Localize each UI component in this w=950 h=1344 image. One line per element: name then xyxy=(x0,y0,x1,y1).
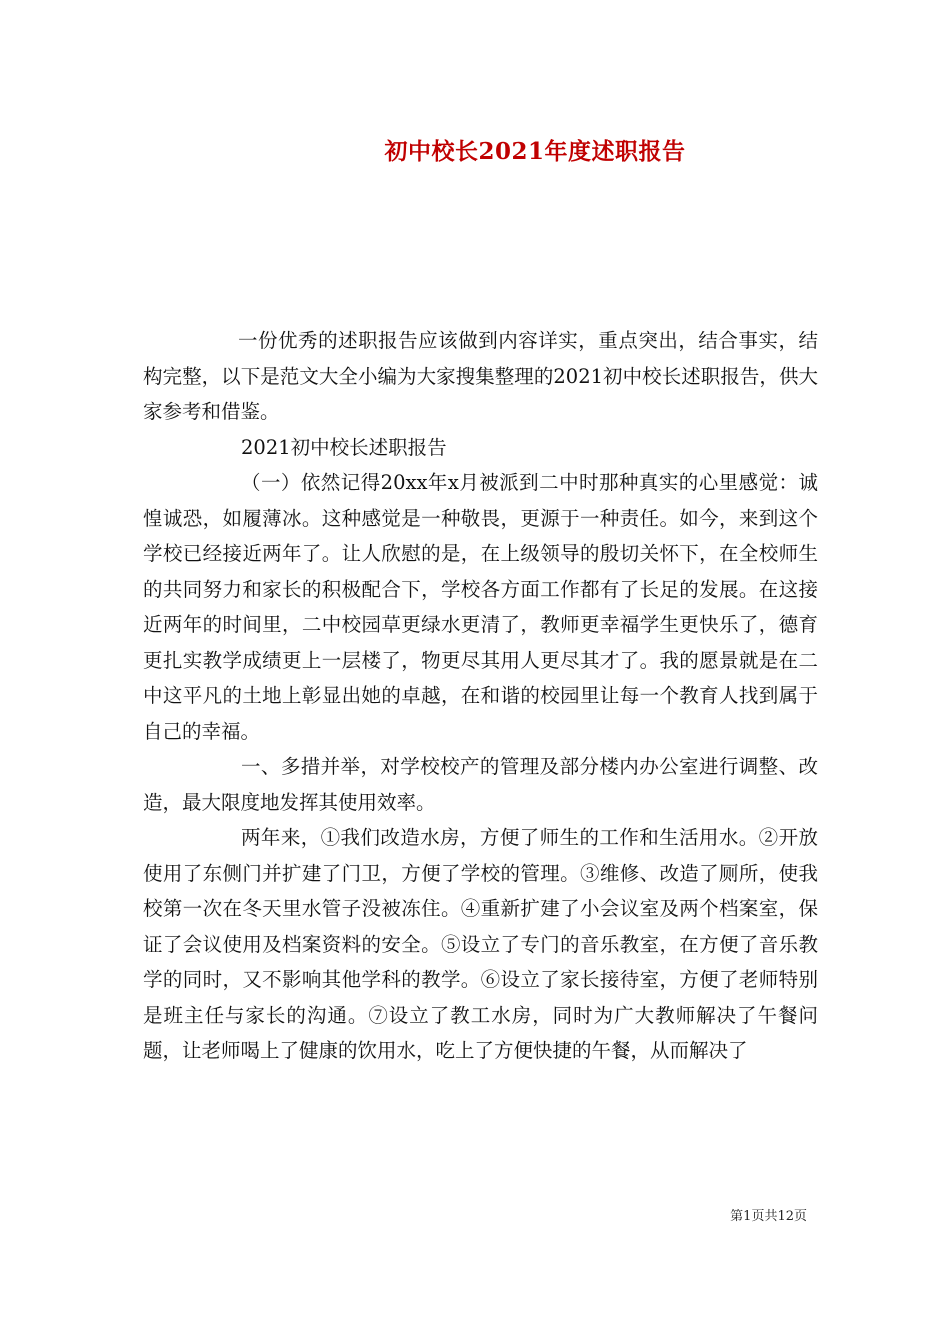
page-number-footer: 第1页共12页 xyxy=(730,1209,807,1224)
document-body xyxy=(143,323,818,1069)
paragraph-section-one: 一、多措并举，对学校校产的管理及部分楼内办公室进行调整、改造，最大限度地发挥其使用效率。 xyxy=(143,755,818,814)
paragraph-one: （一）依然记得20xx年x月被派到二中时那种真实的心里感觉：诚惶诚恐，如履薄冰。这种感觉是一种敬畏，更源于一种责任。如今，来到这个学校已经接近两年了。让人欣慰的是，在上级领导的殷切关怀下，在全校师生的共同努力和家长的积极配合下，学校各方面工作都有了长足的发展。在这接近两年的时间里，二中校园草更绿水更清了，教师更幸福学生更快乐了，德育更扎实教学成绩更上一层楼了，物更尽其用人更尽其才了。我的愿景就是在二中这平凡的土地上彰显出她的卓越，在和谐的校园里让每一个教育人找到属于自己的幸福。 xyxy=(143,471,818,743)
report-subtitle: 2021初中校长述职报告 xyxy=(241,435,447,459)
document-title: 初中校长2021年度述职报告 xyxy=(384,138,686,165)
intro-paragraph: 一份优秀的述职报告应该做到内容详实，重点突出，结合事实，结构完整，以下是范文大全小编为大家搜集整理的2021初中校长述职报告，供大家参考和借鉴。 xyxy=(143,329,818,423)
paragraph-two-years: 两年来，①我们改造水房，方便了师生的工作和生活用水。②开放使用了东侧门并扩建了门卫，方便了学校的管理。③维修、改造了厕所，使我校第一次在冬天里水管子没被冻住。④重新扩建了小会议室及两个档案室，保证了会议使用及档案资料的安全。⑤设立了专门的音乐教室，在方便了音乐教学的同时，又不影响其他学科的教学。⑥设立了家长接待室，方便了老师特别是班主任与家长的沟通。⑦设立了教工水房，同时为广大教师解决了午餐问题，让老师喝上了健康的饮用水，吃上了方便快捷的午餐，从而解决了 xyxy=(143,826,818,1062)
